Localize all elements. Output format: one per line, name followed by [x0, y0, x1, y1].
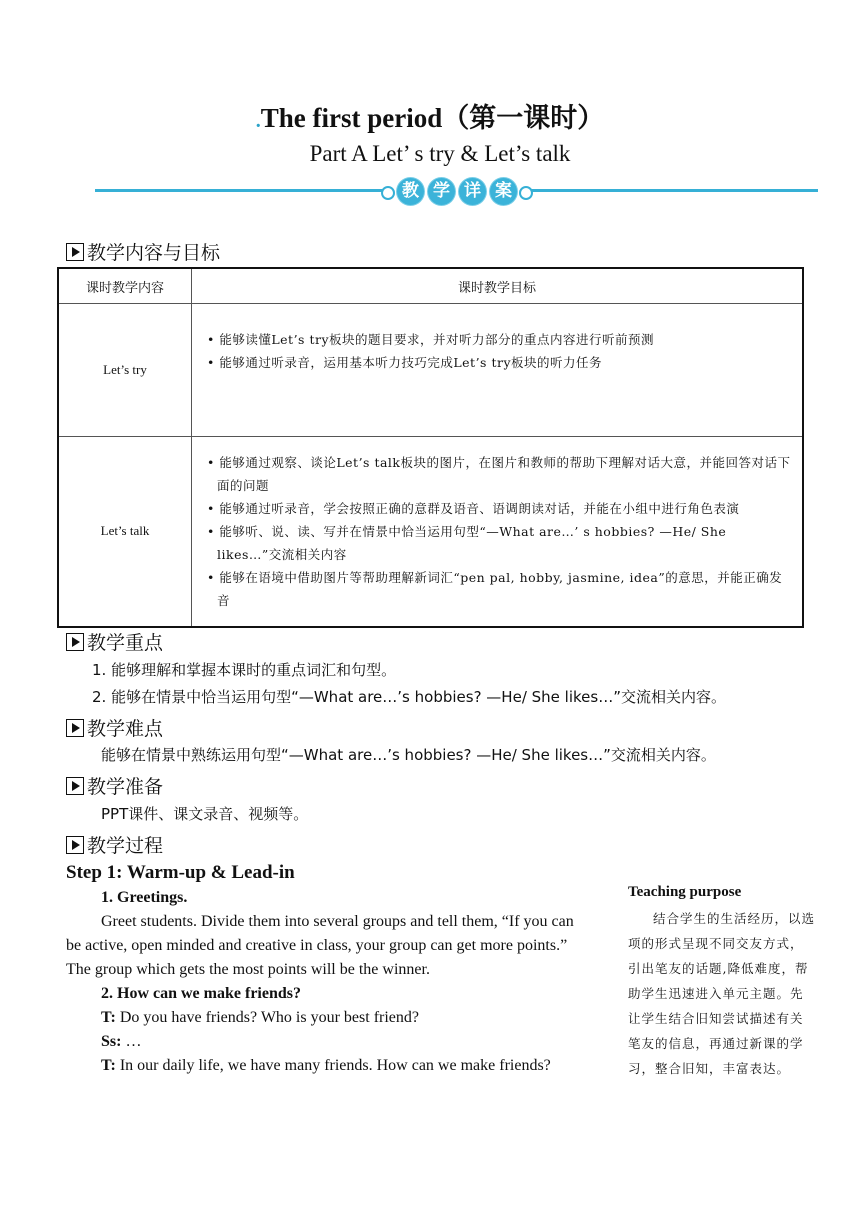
section-heading-key-points [66, 628, 163, 655]
section-heading-content-goals [66, 238, 220, 265]
play-triangle-icon [66, 777, 84, 795]
table-header-cell: 课时教学内容 [58, 268, 192, 304]
preparation-text: PPT课件、课文录音、视频等。 [101, 805, 309, 823]
greetings-heading: 1. Greetings. [101, 889, 188, 906]
dialogue-line [66, 1054, 576, 1078]
page-title-text: The first period（第一课时） [260, 103, 605, 133]
step-title: Step 1: Warm-up & Lead-in [66, 862, 295, 883]
process-body [66, 886, 576, 1078]
teaching-purpose-title: Teaching purpose [628, 884, 742, 900]
goal-item: • 能够在语境中借助图片等帮助理解新词汇“pen pal, hobby, jasmine, idea”的意思，并能正确发音 [205, 566, 793, 612]
badge-char: 学 [428, 178, 455, 205]
speaker-label: Ss: [101, 1033, 122, 1050]
goal-item: • 能够通过听录音，学会按照正确的意群及语音、语调朗读对话，并能在小组中进行角色表演 [205, 497, 793, 520]
table-cell-content: Let’s try [58, 304, 192, 437]
section-heading-text: 教学重点 [87, 632, 164, 654]
dialogue-text: Do you have friends? Who is your best friend? [115, 1009, 419, 1026]
goal-item: • 能够听、说、读、写并在情景中恰当运用句型“—What are…’ s hobbies? —He/ She likes…”交流相关内容 [205, 520, 793, 566]
section-heading-text: 教学过程 [87, 835, 164, 857]
goal-item: • 能够通过观察、谈论Let’s talk板块的图片，在图片和教师的帮助下理解对话大意，并能回答对话下面的问题 [205, 451, 793, 497]
section-heading-preparation [66, 772, 163, 799]
section-heading-text: 教学内容与目标 [87, 242, 221, 264]
page-title [0, 96, 860, 135]
table-cell-goals [192, 304, 804, 437]
page-subtitle: Part A Let’ s try & Let’s talk [309, 141, 571, 166]
table-row [58, 304, 803, 437]
table-cell-content: Let’s talk [58, 437, 192, 627]
key-point-item: 2. 能够在情景中恰当运用句型“—What are…’s hobbies? —He/ She likes…”交流相关内容。 [92, 688, 726, 706]
goals-table [57, 267, 804, 628]
play-triangle-icon [66, 719, 84, 737]
table-cell-goals [192, 437, 804, 627]
table-header-cell: 课时教学目标 [192, 268, 804, 304]
friends-heading: 2. How can we make friends? [101, 985, 301, 1002]
play-triangle-icon [66, 633, 84, 651]
section-heading-text: 教学难点 [87, 718, 164, 740]
difficulty-text: 能够在情景中熟练运用句型“—What are…’s hobbies? —He/ She likes…”交流相关内容。 [101, 746, 716, 764]
badge-char: 案 [490, 178, 517, 205]
badge-char: 详 [459, 178, 486, 205]
section-heading-text: 教学准备 [87, 776, 164, 798]
dialogue-line [66, 1006, 576, 1030]
play-triangle-icon [66, 836, 84, 854]
teaching-purpose-text: 结合学生的生活经历，以选项的形式呈现不同交友方式，引出笔友的话题,降低难度，帮助学生迅速进入单元主题。先让学生结合旧知尝试描述有关笔友的信息，再通过新课的学习，整合旧知，丰富表达。 [628, 911, 816, 1076]
section-heading-process [66, 831, 163, 858]
goal-item: • 能够通过听录音，运用基本听力技巧完成Let’s try板块的听力任务 [205, 351, 793, 374]
dialogue-text: In our daily life, we have many friends. How can we make friends? [115, 1057, 551, 1074]
greetings-text: Greet students. Divide them into several groups and tell them, “If you can be active, open minded and creative in class, your group can get more points.” The group which gets the most points will be the winner. [66, 913, 574, 978]
speaker-label: T: [101, 1057, 116, 1074]
section-heading-difficulties [66, 714, 163, 741]
dialogue-text: … [121, 1033, 142, 1050]
goal-item: • 能够读懂Let’s try板块的题目要求，并对听力部分的重点内容进行听前预测 [205, 328, 793, 351]
key-point-item: 1. 能够理解和掌握本课时的重点词汇和句型。 [92, 661, 397, 679]
table-row [58, 437, 803, 627]
table-header-row [58, 268, 803, 304]
dialogue-line [66, 1030, 576, 1054]
badge-char: 教 [397, 178, 424, 205]
lesson-plan-badge [383, 177, 531, 205]
title-dot: . [255, 110, 261, 132]
play-triangle-icon [66, 243, 84, 261]
speaker-label: T: [101, 1009, 116, 1026]
